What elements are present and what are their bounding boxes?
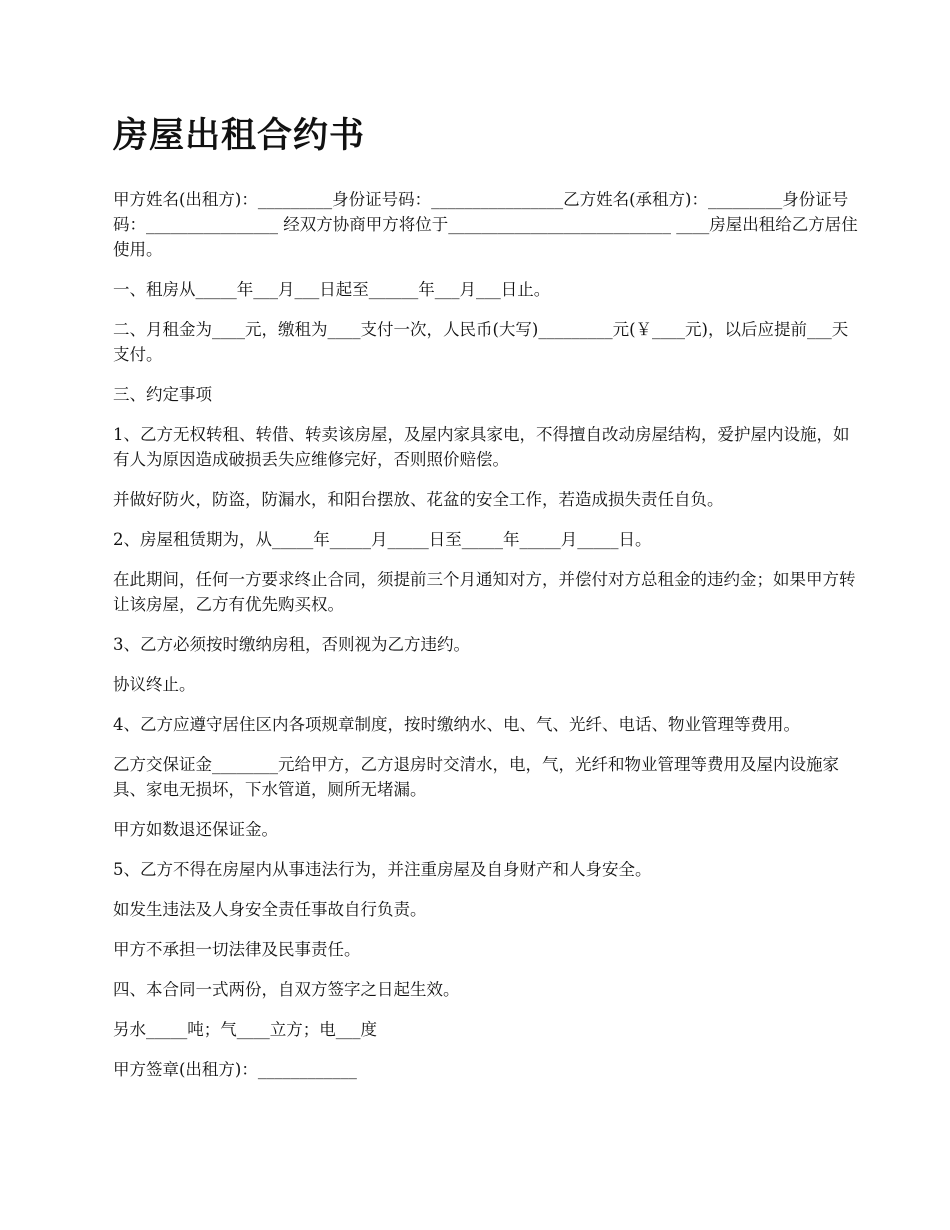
agreement-item-1: 1、乙方无权转租、转借、转卖该房屋，及屋内家具家电，不得擅自改动房屋结构，爱护屋内设施，如有人为原因造成破损丢失应维修完好，否则照价赔偿。 xyxy=(113,425,850,469)
document-title: 房屋出租合约书 xyxy=(113,116,366,156)
agreement-item-5-note-b: 甲方不承担一切法律及民事责任。 xyxy=(113,940,361,959)
agreement-item-5-note-a: 如发生违法及人身安全责任事故自行负责。 xyxy=(113,900,427,919)
agreement-item-2: 2、房屋租赁期为，从_____年_____月_____日至_____年_____月_____日。 xyxy=(113,530,652,549)
agreement-item-1-note: 并做好防火，防盗，防漏水，和阳台摆放、花盆的安全工作，若造成损失责任自负。 xyxy=(113,490,724,509)
section-heading-agreements: 三、约定事项 xyxy=(113,385,212,404)
agreement-item-3-note: 协议终止。 xyxy=(113,675,196,694)
clause-rent: 二、月租金为____元，缴租为____支付一次，人民币(大写)_________元(￥____元)，以后应提前___天支付。 xyxy=(113,320,849,364)
clause-lease-term: 一、租房从_____年___月___日起至______年___月___日止。 xyxy=(113,280,551,299)
agreement-item-5: 5、乙方不得在房屋内从事违法行为，并注重房屋及自身财产和人身安全。 xyxy=(113,860,652,879)
parties-paragraph: 甲方姓名(出租方)：_________身份证号码：________________乙方姓名(承租方)：_________身份证号码：________________ 经双方协商甲方将位于___________________________ ____房屋出租给乙方居住使用。 xyxy=(113,190,858,259)
clause-effective: 四、本合同一式两份，自双方签字之日起生效。 xyxy=(113,980,460,999)
landlord-signature-line: 甲方签章(出租方)：____________ xyxy=(113,1060,357,1079)
document-page xyxy=(113,112,863,1097)
agreement-item-4-deposit: 乙方交保证金________元给甲方，乙方退房时交清水，电，气，光纤和物业管理等费用及屋内设施家具、家电无损坏，下水管道，厕所无堵漏。 xyxy=(113,755,839,799)
agreement-item-2-note: 在此期间，任何一方要求终止合同，须提前三个月通知对方，并偿付对方总租金的违约金；如果甲方转让该房屋，乙方有优先购买权。 xyxy=(113,570,856,614)
agreement-item-3: 3、乙方必须按时缴纳房租，否则视为乙方违约。 xyxy=(113,635,470,654)
utility-readings: 另水_____吨；气____立方；电___度 xyxy=(113,1020,377,1039)
agreement-item-4: 4、乙方应遵守居住区内各项规章制度，按时缴纳水、电、气、光纤、电话、物业管理等费用。 xyxy=(113,715,800,734)
agreement-item-4-refund: 甲方如数退还保证金。 xyxy=(113,820,278,839)
